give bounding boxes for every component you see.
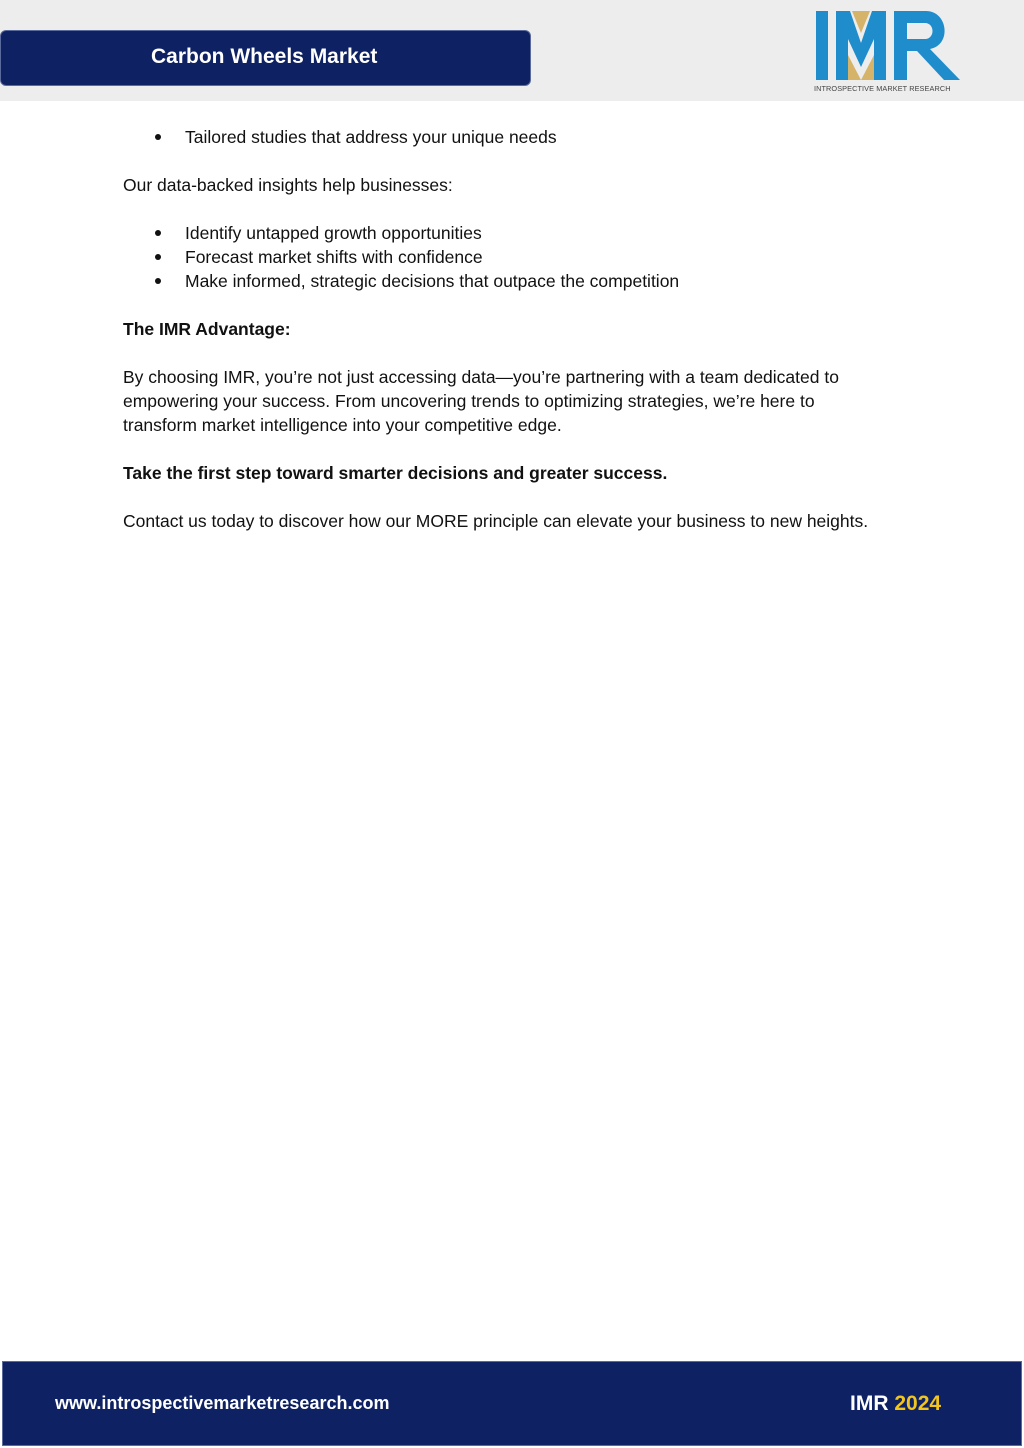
bullet-list-top [123,125,913,149]
footer-year: 2024 [894,1392,942,1415]
document-body [123,125,913,533]
imr-logo-icon [814,9,964,81]
logo-subtitle: INTROSPECTIVE MARKET RESEARCH [814,84,951,93]
advantage-paragraph [123,365,913,437]
website-link[interactable]: www.introspectivemarketresearch.com [55,1393,390,1413]
list-item: Tailored studies that address your unique needs [123,125,913,149]
bullet-icon [155,134,161,140]
footer-brand-name: IMR [850,1392,889,1415]
bullet-icon [155,230,161,236]
bullet-icon [155,254,161,260]
bullet-icon [155,278,161,284]
footer-brand [850,1392,941,1416]
title-bar [0,30,531,86]
paragraph-line: By choosing IMR, you’re not just accessing data—you’re partnering with a team dedicated to [123,367,839,387]
intro-paragraph: Our data-backed insights help businesses: [123,175,453,195]
header-band [0,0,1024,101]
footer-band [2,1361,1022,1446]
paragraph-line: transform market intelligence into your competitive edge. [123,415,562,435]
document-title: Carbon Wheels Market [151,45,378,68]
paragraph-line: empowering your success. From uncovering trends to optimizing strategies, we’re here to [123,391,815,411]
bullet-list-main [123,221,913,293]
cta-heading: Take the first step toward smarter decisions and greater success. [123,463,668,483]
list-item: Identify untapped growth opportunities [123,221,913,245]
list-item: Forecast market shifts with confidence [123,245,913,269]
imr-logo [814,9,964,97]
contact-paragraph: Contact us today to discover how our MORE principle can elevate your business to new heights. [123,511,869,531]
list-item: Make informed, strategic decisions that outpace the competition [123,269,913,293]
advantage-heading: The IMR Advantage: [123,319,291,339]
